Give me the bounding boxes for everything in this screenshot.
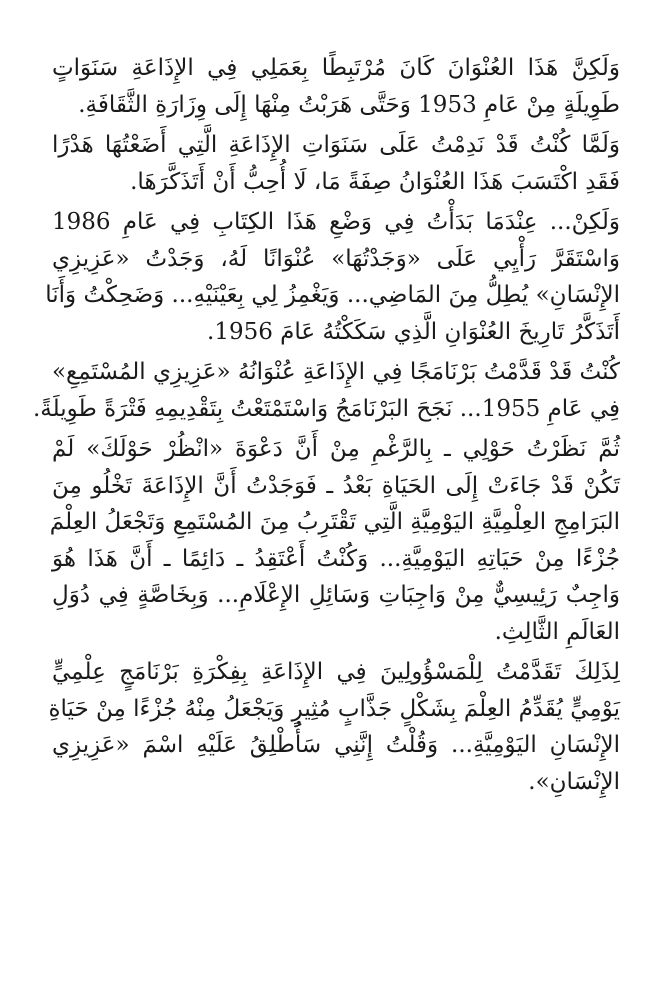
text-line: وَاجِبٌ رَئِيسِيٌّ مِنْ وَاجِبَاتِ وَسَائِلِ الإِعْلَامِ... وَبِخَاصَّةٍ فِي دُوَلِ <box>52 582 620 608</box>
text-line: وَلَكِنْ... عِنْدَمَا بَدَأْتُ فِي وَضْعِ هَذَا الكِتَابِ فِي عَامِ 1986 <box>52 209 620 235</box>
paragraph-5 <box>49 431 620 650</box>
text-line: أَتَذَكَّرُ تَارِيخَ العُنْوَانِ الَّذِي سَكَكْتُهُ عَامَ 1956. <box>207 318 620 345</box>
paragraph-6 <box>48 654 620 800</box>
text-line: وَلَكِنَّ هَذَا العُنْوَانَ كَانَ مُرْتَبِطًا بِعَمَلِي فِي الإِذَاعَةِ سَنَوَاتٍ <box>52 55 620 81</box>
text-line: الإِنْسَانِ اليَوْمِيَّةِ... وَقُلْتُ إِنَّنِي سَأُطْلِقُ عَلَيْهِ اسْمَ «عَزِيزِي <box>52 732 620 758</box>
paragraph-4 <box>32 354 620 427</box>
text-line: فَقَدِ اكْتَسَبَ هَذَا العُنْوَانُ صِفَةً مَا، لَا أُحِبُّ أَنْ أَتَذَكَّرَهَا. <box>130 168 620 195</box>
text-line: وَاسْتَقَرَّ رَأْيِي عَلَى «وَجَدْتُهَا» عُنْوَانًا لَهُ، وَجَدْتُ «عَزِيزِي <box>52 245 620 272</box>
paragraph-1 <box>52 50 620 123</box>
book-page <box>32 50 620 804</box>
text-line: البَرَامِجِ العِلْمِيَّةِ اليَوْمِيَّةِ الَّتِي تَقْتَرِبُ مِنَ المُسْتَمِعِ وَتَجْعَلُ العِلْمَ <box>49 509 620 535</box>
text-line: طَوِيلَةٍ مِنْ عَامِ 1953 وَحَتَّى هَرَبْتُ مِنْهَا إِلَى وِزَارَةِ الثَّقَافَةِ. <box>78 91 620 118</box>
text-line: وَلَمَّا كُنْتُ قَدْ نَدِمْتُ عَلَى سَنَوَاتِ الإِذَاعَةِ الَّتِي أَضَعْتُهَا هَدْرًا <box>52 132 620 158</box>
text-line: فِي عَامِ 1955... نَجَحَ البَرْنَامَجُ وَاسْتَمْتَعْتُ بِتَقْدِيمِهِ فَتْرَةً طَوِيلَةً. <box>32 395 620 422</box>
text-line: جُزْءًا مِنْ حَيَاتِهِ اليَوْمِيَّةِ... وَكُنْتُ أَعْتَقِدُ ـ دَائِمًا ـ أَنَّ هَذَا هُوَ <box>52 545 620 572</box>
text-line: الإِنْسَانِ» يُطِلُّ مِنَ المَاضِي... وَيَغْمِزُ لِي بِعَيْنَيْهِ... وَضَحِكْتُ وَأَنَا <box>45 282 620 308</box>
text-line: الإِنْسَانِ». <box>528 768 620 795</box>
paragraph-3 <box>45 204 620 350</box>
paragraph-2 <box>52 127 620 200</box>
text-line: تَكُنْ قَدْ جَاءَتْ إِلَى الحَيَاةِ بَعْدُ ـ فَوَجَدْتُ أَنَّ الإِذَاعَةَ تَخْلُو مِنَ <box>52 472 620 499</box>
text-line: ثُمَّ نَظَرْتُ حَوْلِي ـ بِالرَّغْمِ مِنْ أَنَّ دَعْوَةَ «انْظُرْ حَوْلَكَ» لَمْ <box>52 436 620 462</box>
text-line: العَالَمِ الثَّالِثِ. <box>494 618 620 645</box>
text-line: لِذَلِكَ تَقَدَّمْتُ لِلْمَسْؤُولِينَ فِي الإِذَاعَةِ بِفِكْرَةِ بَرْنَامَجٍ عِلْمِيٍّ <box>52 659 620 685</box>
text-line: كُنْتُ قَدْ قَدَّمْتُ بَرْنَامَجًا فِي الإِذَاعَةِ عُنْوَانُهُ «عَزِيزِي المُسْتَمِعِ» <box>51 359 620 385</box>
text-line: يَوْمِيٍّ يُقَدِّمُ العِلْمَ بِشَكْلٍ جَذَّابٍ مُثِيرٍ وَيَجْعَلُ مِنْهُ جُزْءًا مِنْ حَيَاةِ <box>48 695 620 722</box>
